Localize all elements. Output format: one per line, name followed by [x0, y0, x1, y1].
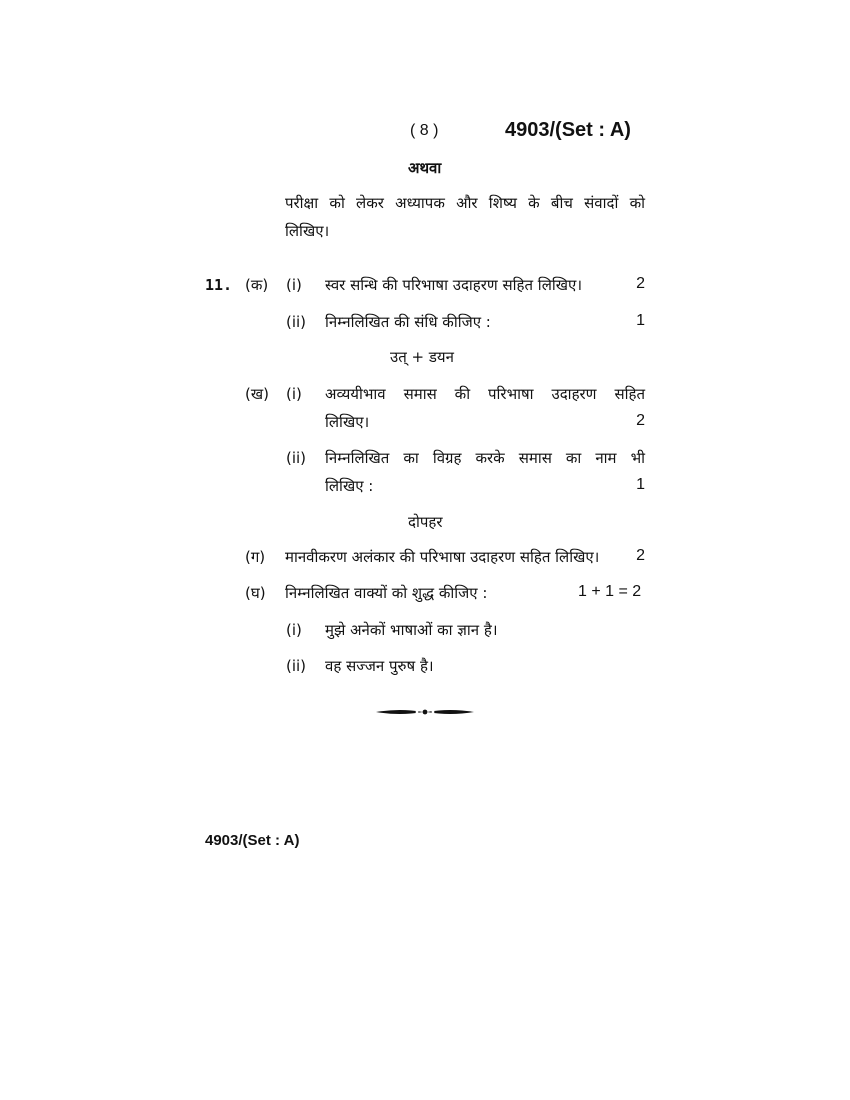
example-text: दोपहर: [408, 513, 443, 531]
question-number: 11.: [205, 276, 233, 294]
ornamental-divider: [375, 705, 475, 719]
or-heading: अथवा: [408, 159, 442, 177]
question-text: निम्नलिखित वाक्यों को शुद्ध कीजिए :: [285, 584, 488, 602]
question-text-line1: निम्नलिखित का विग्रह करके समास का नाम भी: [325, 449, 645, 467]
marks: 1: [636, 476, 645, 493]
sentence-text: वह सज्जन पुरुष है।: [325, 657, 434, 675]
marks: 2: [636, 275, 645, 292]
marks: 1: [636, 312, 645, 329]
question-text-line2: लिखिए।: [325, 413, 370, 431]
part-label-ga: (ग): [245, 548, 266, 566]
sub-label: (i): [286, 385, 302, 403]
question-text: निम्नलिखित की संधि कीजिए :: [325, 313, 491, 331]
marks: 2: [636, 547, 645, 564]
sub-label: (ii): [286, 313, 307, 331]
question-text-line1: अव्ययीभाव समास की परिभाषा उदाहरण सहित: [325, 385, 645, 403]
alt-question-line1: परीक्षा को लेकर अध्यापक और शिष्य के बीच संवादों को: [285, 194, 645, 212]
marks: 1 + 1 = 2: [578, 583, 642, 600]
paper-code-header: 4903/(Set : A): [505, 119, 631, 141]
part-label-gha: (घ): [245, 584, 266, 602]
sub-label: (ii): [286, 657, 307, 675]
part-label-kha: (ख): [245, 385, 269, 403]
sub-label: (i): [286, 621, 302, 639]
sentence-text: मुझे अनेकों भाषाओं का ज्ञान है।: [325, 621, 498, 639]
page-number: ( 8 ): [410, 122, 439, 139]
paper-code-footer: 4903/(Set : A): [205, 832, 300, 849]
alt-question-line2: लिखिए।: [285, 222, 330, 240]
example-text: उत् + डयन: [390, 348, 454, 366]
part-label-ka: (क): [245, 276, 269, 294]
marks: 2: [636, 412, 645, 429]
sub-label: (ii): [286, 449, 307, 467]
question-text: स्वर सन्धि की परिभाषा उदाहरण सहित लिखिए।: [325, 276, 582, 294]
sub-label: (i): [286, 276, 302, 294]
question-text-line2: लिखिए :: [325, 477, 374, 495]
question-text: मानवीकरण अलंकार की परिभाषा उदाहरण सहित लिखिए।: [285, 548, 600, 566]
